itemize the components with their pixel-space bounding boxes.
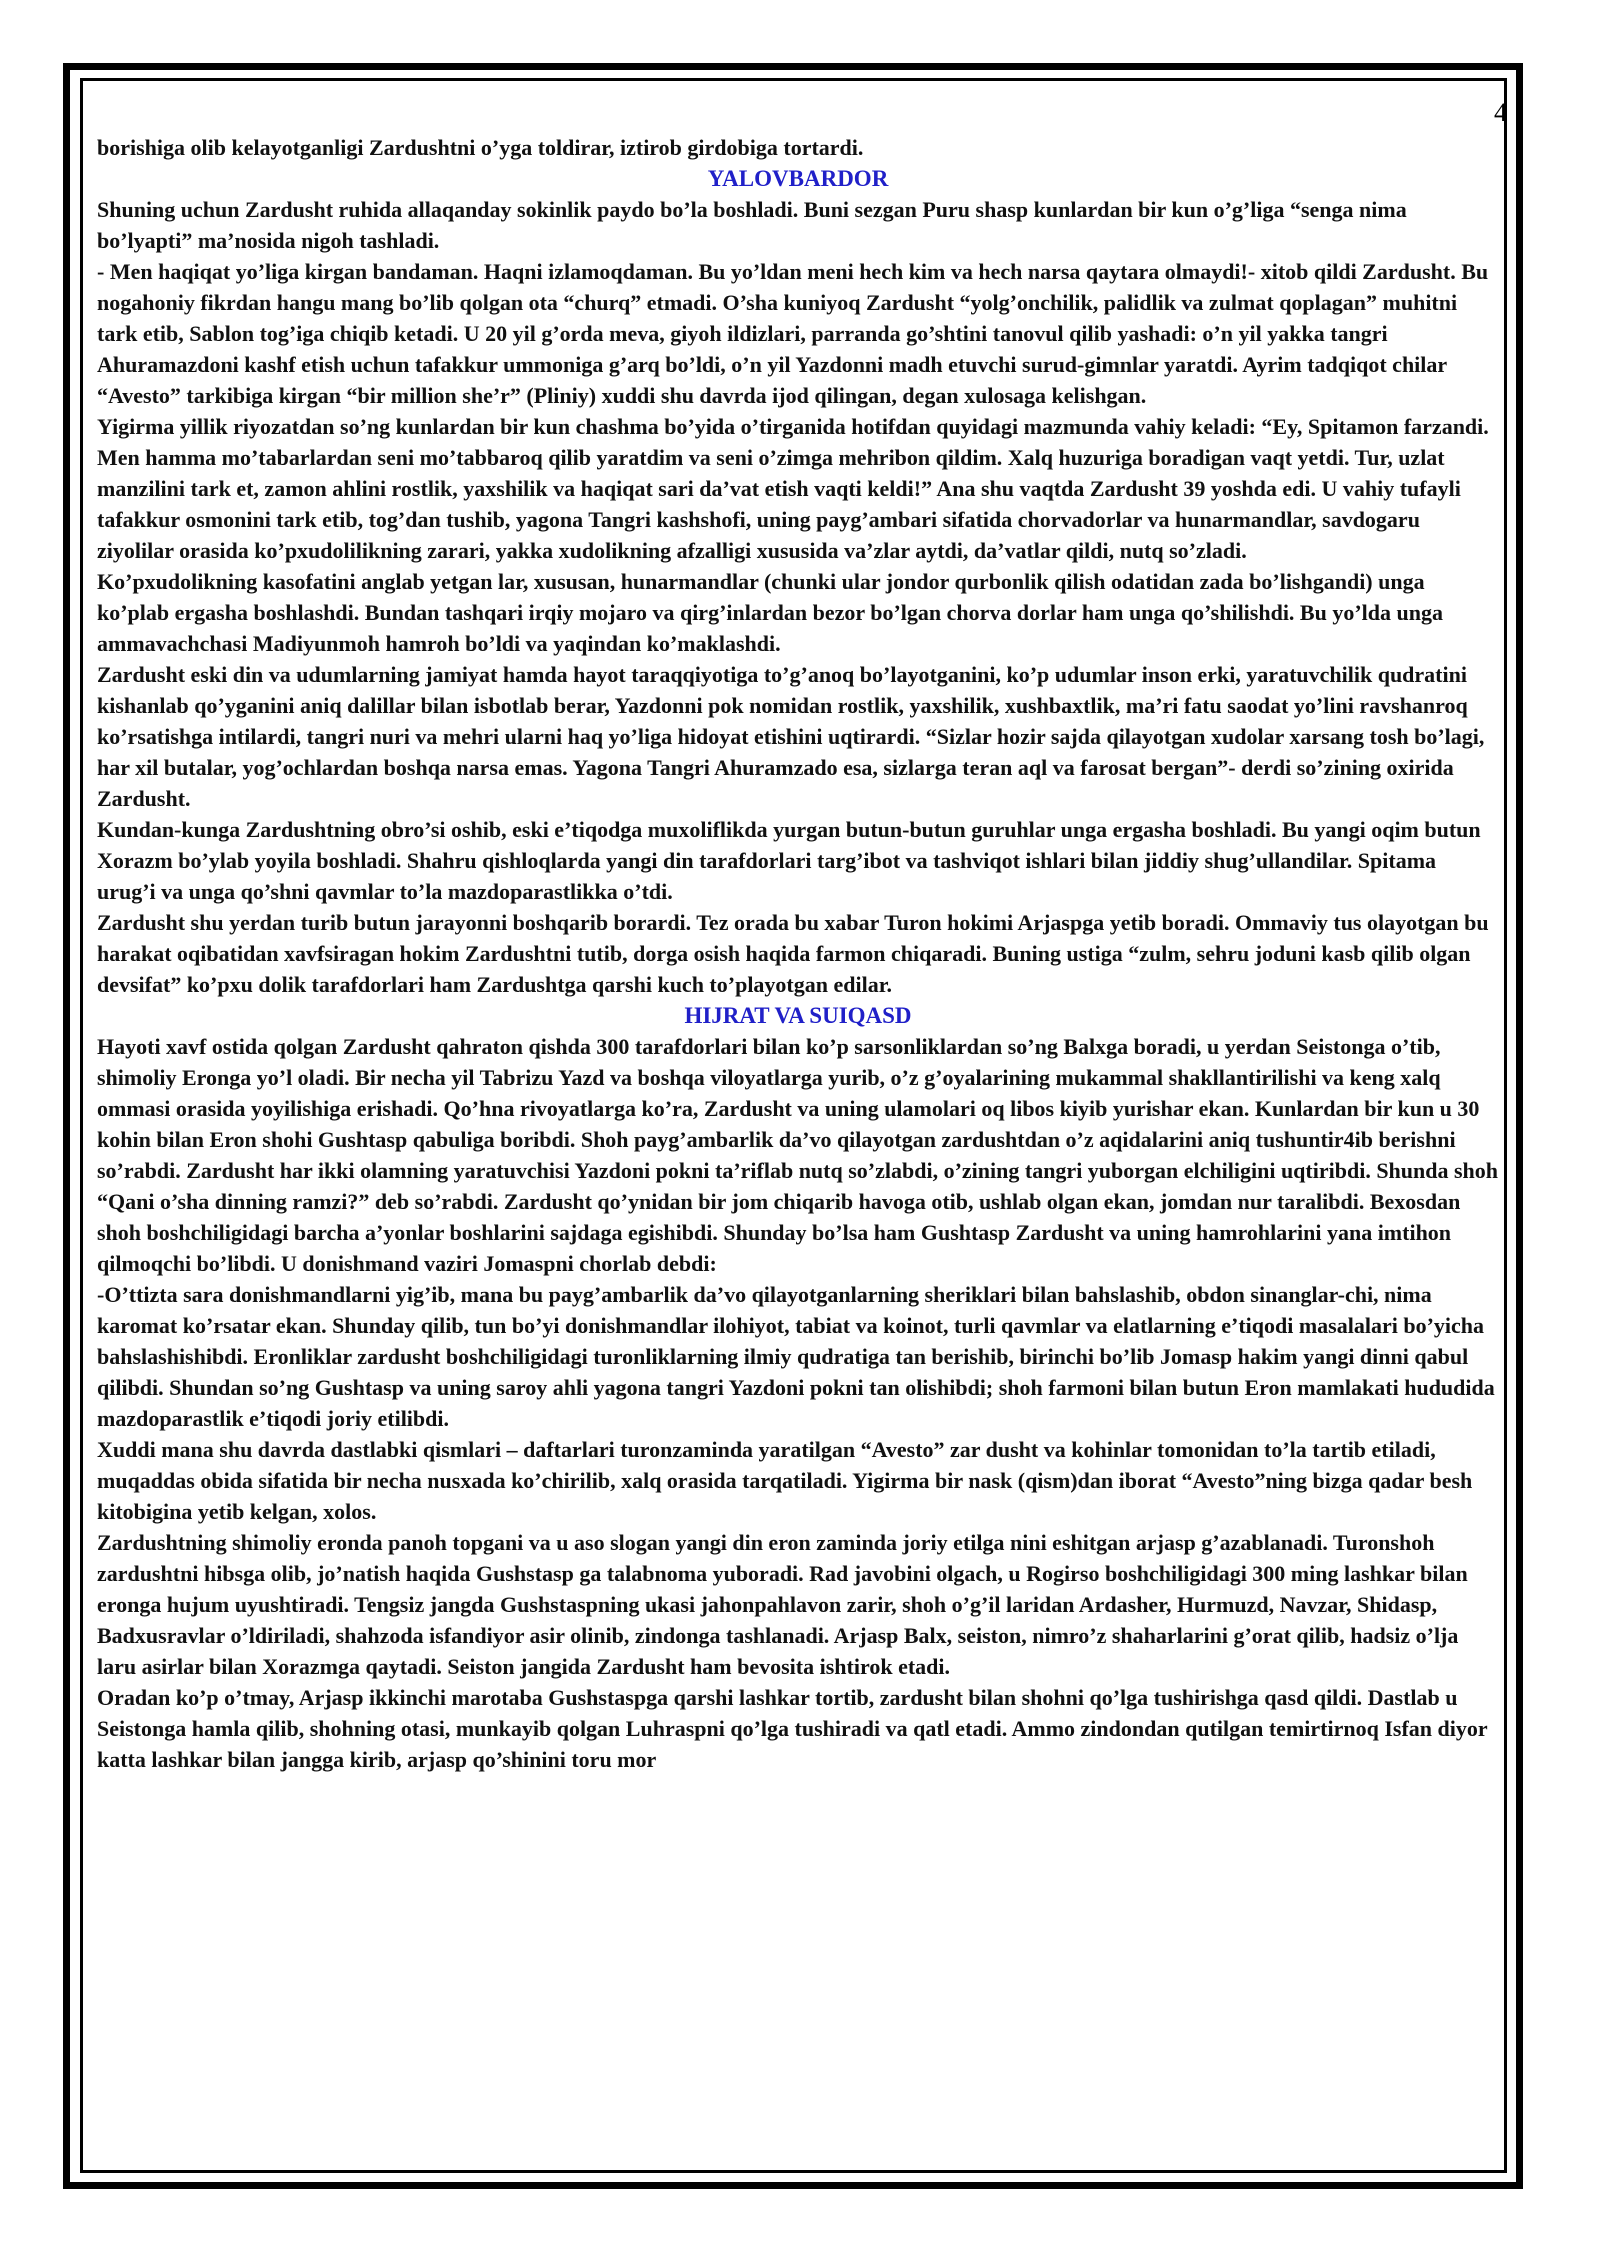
paragraph: Zardusht shu yerdan turib butun jarayonni boshqarib borardi. Tez orada bu xabar Turon hokimi Arjaspga yetib boradi. Ommaviy tus olayotgan bu harakat oqibatidan xavfsiragan hokim Zardushtni tutib, dorga osish haqida farmon chiqaradi. Buning ustiga “zulm, sehru joduni kasb qilib olgan devsifat” ko’pxu dolik tarafdorlari ham Zardushtga qarshi kuch to’playotgan edilar. xyxy=(97,910,1489,997)
paragraph: Hayoti xavf ostida qolgan Zardusht qahraton qishda 300 tarafdorlari bilan ko’p sarsonliklardan so’ng Balxga boradi, u yerdan Seistonga o’tib, shimoliy Eronga yo’l oladi. Bir necha yil Tabrizu Yazd va boshqa viloyatlarga yurib, o’z g’oyalarining mukammal shakllantirilishi va keng xalq ommasi orasida yoyilishiga erishadi. Qo’hna rivoyatlarga ko’ra, Zardusht va uning ulamolari oq libos kiyib yurishar ekan. Kunlardan bir kun u 30 kohin bilan Eron shohi Gushtasp qabuliga boribdi. Shoh payg’ambarlik da’vo qilayotgan zardushtdan o’z aqidalarini aniq tushuntir4ib berishni so’rabdi. Zardusht har ikki olamning yaratuvchisi Yazdoni pokni ta’riflab nutq so’zlabdi, o’zining tangri yuborgan elchiligini uqtiribdi. Shunda shoh “Qani o’sha dinning ramzi?” deb so’rabdi. Zardusht qo’ynidan bir jom chiqarib havoga otib, ushlab olgan ekan, jomdan nur taralibdi. Bexosdan shoh boshchiligidagi barcha a’yonlar boshlarini sajdaga egishibdi. Shunday bo’lsa ham Gushtasp Zardusht va uning hamrohlarini yana imtihon qilmoqchi bo’libdi. U donishmand vaziri Jomaspni chorlab debdi: xyxy=(97,1034,1499,1276)
intro-line: borishiga olib kelayotganligi Zardushtni o’yga toldirar, iztirob girdobiga tortardi. xyxy=(97,135,864,160)
paragraph: Xuddi mana shu davrda dastlabki qismlari – daftarlari turonzaminda yaratilgan “Avesto” zar dusht va kohinlar tomonidan to’la tartib etiladi, muqaddas obida sifatida bir necha nusxada ko’chirilib, xalq orasida tarqatiladi. Yigirma bir nask (qism)dan iborat “Avesto”ning bizga qadar besh kitobigina yetib kelgan, xolos. xyxy=(97,1437,1473,1524)
paragraph: -O’ttizta sara donishmandlarni yig’ib, mana bu payg’ambarlik da’vo qilayotganlarning sheriklari bilan bahslashib, obdon sinanglar-chi, nima karomat ko’rsatar ekan. Shunday qilib, tun bo’yi donishmandlar ilohiyot, tabiat va koinot, turli qavmlar va elatlarning e’tiqodi masalalari bo’yicha bahslashishibdi. Eronliklar zardusht boshchiligidagi turonliklarning ilmiy qudratiga tan berishib, birinchi bo’lib Jomasp hakim yangi dinni qabul qilibdi. Shundan so’ng Gushtasp va uning saroy ahli yagona tangri Yazdoni pokni tan olishibdi; shoh farmoni bilan butun Eron mamlakati hududida mazdoparastlik e’tiqodi joriy etilibdi. xyxy=(97,1282,1495,1431)
section-heading-yalovbardor: YALOVBARDOR xyxy=(707,166,889,191)
paragraph: Ko’pxudolikning kasofatini anglab yetgan lar, xususan, hunarmandlar (chunki ular jondor qurbonlik qilish odatidan zada bo’lishgandi) unga ko’plab ergasha boshlashdi. Bundan tashqari irqiy mojaro va qirg’inlardan bezor bo’lgan chorva dorlar ham unga qo’shilishdi. Bu yo’lda unga ammavachchasi Madiyunmoh hamroh bo’ldi va yaqindan ko’maklashdi. xyxy=(97,569,1443,656)
paragraph: Zardusht eski din va udumlarning jamiyat hamda hayot taraqqiyotiga to’g’anoq bo’layotganini, ko’p udumlar inson erki, yaratuvchilik qudratini kishanlab qo’yganini aniq dalillar bilan isbotlab berar, Yazdonni pok nomidan rostlik, yaxshilik, xushbaxtlik, ma’ri fatu saodat yo’lini ravshanroq ko’rsatishga intilardi, tangri nuri va mehri ularni haq yo’liga hidoyat etishini uqtirardi. “Sizlar hozir sajda qilayotgan xudolar xarsang tosh bo’lagi, har xil butalar, yog’ochlardan boshqa narsa emas. Yagona Tangri Ahuramzado esa, sizlarga teran aql va farosat bergan”- derdi so’zining oxirida Zardusht. xyxy=(97,662,1485,811)
page-number: 4 xyxy=(1494,98,1507,127)
section-yalovbardor xyxy=(97,194,1499,1000)
paragraph: Oradan ko’p o’tmay, Arjasp ikkinchi marotaba Gushstaspga qarshi lashkar tortib, zardusht bilan shohni qo’lga tushirishga qasd qildi. Dastlab u Seistonga hamla qilib, shohning otasi, munkayib qolgan Luhraspni qo’lga tushiradi va qatl etadi. Ammo zindondan qutilgan temirtirnoq Isfan diyor katta lashkar bilan jangga kirib, arjasp qo’shinini toru mor xyxy=(97,1685,1488,1772)
section-hijrat-va-suiqasd xyxy=(97,1031,1499,1775)
paragraph: - Men haqiqat yo’liga kirgan bandaman. Haqni izlamoqdaman. Bu yo’ldan meni hech kim va hech narsa qaytara olmaydi!- xitob qildi Zardusht. Bu nogahoniy fikrdan hangu mang bo’lib qolgan ota “churq” etmadi. O’sha kuniyoq Zardusht “yolg’onchilik, palidlik va zulmat qoplagan” muhitni tark etib, Sablon tog’iga chiqib ketadi. U 20 yil g’orda meva, giyoh ildizlari, parranda go’shtini tanovul qilib yashadi: o’n yil yakka tangri Ahuramazdoni kashf etish uchun tafakkur ummoniga g’arq bo’ldi, o’n yil Yazdonni madh etuvchi surud-gimnlar yaratdi. Ayrim tadqiqot chilar “Avesto” tarkibiga kirgan “bir million she’r” (Pliniy) xuddi shu davrda ijod qilingan, degan xulosaga kelishgan. xyxy=(97,259,1489,408)
section-heading-hijrat-va-suiqasd: HIJRAT VA SUIQASD xyxy=(684,1003,912,1028)
paragraph: Zardushtning shimoliy eronda panoh topgani va u aso slogan yangi din eron zaminda joriy etilga nini eshitgan arjasp g’azablanadi. Turonshoh zardushtni hibsga olib, jo’natish haqida Gushstasp ga talabnoma yuboradi. Rad javobini olgach, u Rogirso boshchiligidagi 300 ming lashkar bilan eronga hujum uyushtiradi. Tengsiz jangda Gushstaspning ukasi jahonpahlavon zarir, shoh o’g’il laridan Ardasher, Hurmuzd, Navzar, Shidasp, Badxusravlar o’ldiriladi, shahzoda isfandiyor asir olinib, zindonga tashlanadi. Arjasp Balx, seiston, nimro’z shaharlarini g’orat qilib, hadsiz o’lja laru asirlar bilan Xorazmga qaytadi. Seiston jangida Zardusht ham bevosita ishtirok etadi. xyxy=(97,1530,1468,1679)
paragraph: Yigirma yillik riyozatdan so’ng kunlardan bir kun chashma bo’yida o’tirganida hotifdan quyidagi mazmunda vahiy keladi: “Ey, Spitamon farzandi. Men hamma mo’tabarlardan seni mo’tabbaroq qilib yaratdim va seni o’zimga mehribon qildim. Xalq huzuriga boradigan vaqt yetdi. Tur, uzlat manzilini tark et, zamon ahlini rostlik, yaxshilik va haqiqat sari da’vat etish vaqti keldi!” Ana shu vaqtda Zardusht 39 yoshda edi. U vahiy tufayli tafakkur osmonini tark etib, tog’dan tushib, yagona Tangri kashshofi, uning payg’ambari sifatida chorvadorlar va hunarmandlar, savdogaru ziyolilar orasida ko’pxudolilikning zarari, yakka xudolikning afzalligi xususida va’zlar aytdi, da’vatlar qildi, nutq so’zladi. xyxy=(97,414,1489,563)
document-body xyxy=(97,132,1499,1775)
paragraph: Shuning uchun Zardusht ruhida allaqanday sokinlik paydo bo’la boshladi. Buni sezgan Puru shasp kunlardan bir kun o’g’liga “senga nima bo’lyapti” ma’nosida nigoh tashladi. xyxy=(97,197,1407,253)
paragraph: Kundan-kunga Zardushtning obro’si oshib, eski e’tiqodga muxoliflikda yurgan butun-butun guruhlar unga ergasha boshladi. Bu yangi oqim butun Xorazm bo’ylab yoyila boshladi. Shahru qishloqlarda yangi din tarafdorlari targ’ibot va tashviqot ishlari bilan jiddiy shug’ullandilar. Spitama urug’i va unga qo’shni qavmlar to’la mazdoparastlikka o’tdi. xyxy=(97,817,1481,904)
